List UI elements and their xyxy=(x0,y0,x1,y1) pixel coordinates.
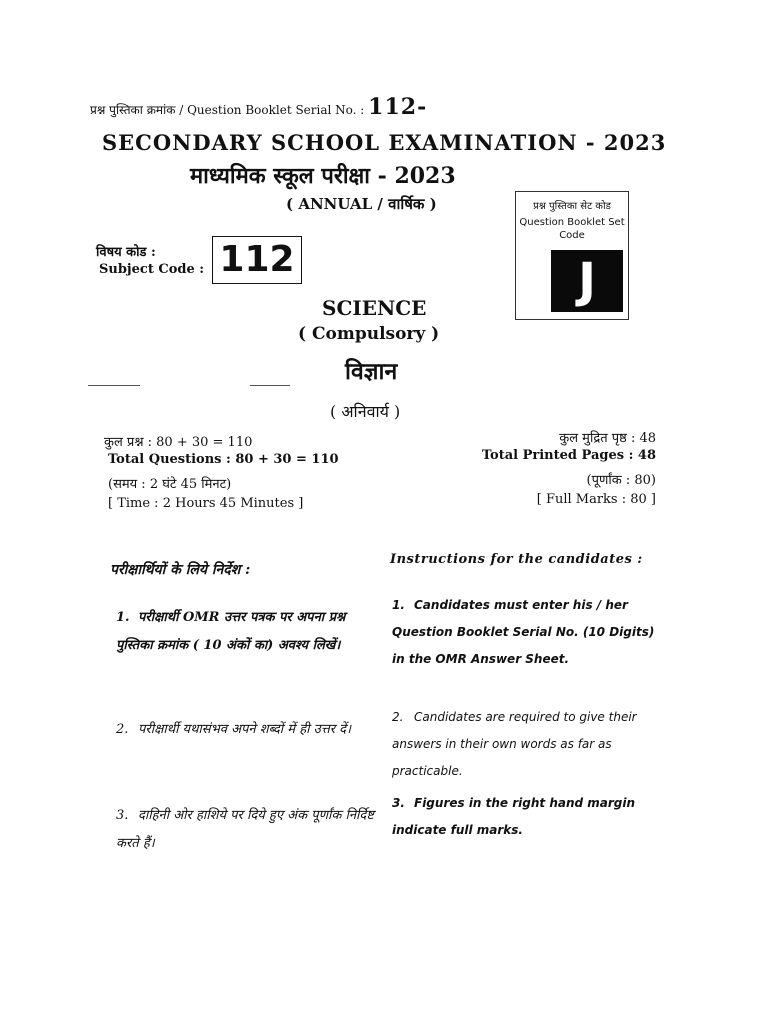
instruction-number: 2. xyxy=(392,710,404,724)
instruction-text: Candidates are required to give their answers in their own words as far as practicable. xyxy=(392,710,637,778)
instruction-number: 3. xyxy=(116,808,129,823)
full-marks-hi: (पूर्णांक : 80) xyxy=(586,473,656,488)
total-pages-en: Total Printed Pages : 48 xyxy=(481,448,656,463)
serial-number: 112- xyxy=(368,94,428,120)
set-code-label-hi: प्रश्न पुस्तिका सेट कोड xyxy=(533,201,611,212)
total-questions-hi: कुल प्रश्न : 80 + 30 = 110 xyxy=(104,435,253,450)
full-marks-en: [ Full Marks : 80 ] xyxy=(536,492,656,507)
serial-label: प्रश्न पुस्तिका क्रमांक / Question Booklet Serial No. : xyxy=(90,103,365,117)
subject-code-label-hi: विषय कोड : xyxy=(96,245,156,260)
instruction-text: दाहिनी ओर हाशिये पर दिये हुए अंक पूर्णांक निर्दिष्ट करते हैं। xyxy=(116,808,374,851)
instruction-text: परीक्षार्थी यथासंभव अपने शब्दों में ही उत्तर दें। xyxy=(138,722,351,737)
instruction-text: Candidates must enter his / her Question Booklet Serial No. (10 Digits) in the OMR Answer Sheet. xyxy=(392,598,655,666)
subject-type-hi: ( अनिवार्य ) xyxy=(330,402,401,421)
instruction-hi-3 xyxy=(116,802,386,858)
instruction-number: 1. xyxy=(392,598,405,612)
subject-code-box: 112 xyxy=(212,236,302,284)
instruction-en-3 xyxy=(392,790,660,844)
annual-label: ( ANNUAL / वार्षिक ) xyxy=(286,195,437,213)
set-code-label-en: Question Booklet Set Code xyxy=(519,217,625,241)
subject-code-label-en: Subject Code : xyxy=(99,262,205,277)
instruction-text: परीक्षार्थी OMR उत्तर पत्रक पर अपना प्रश्न पुस्तिका क्रमांक ( 10 अंकों का) अवश्य लिखें। xyxy=(116,610,346,653)
instruction-number: 3. xyxy=(392,796,405,810)
instruction-en-2 xyxy=(392,704,660,785)
instruction-text: Figures in the right hand margin indicate full marks. xyxy=(392,796,636,837)
instruction-hi-2 xyxy=(116,716,386,744)
exam-title-hi: माध्यमिक स्कूल परीक्षा - 2023 xyxy=(190,163,456,189)
set-code-value: J xyxy=(551,250,623,312)
instruction-number: 2. xyxy=(116,722,129,737)
time-hi: (समय : 2 घंटे 45 मिनट) xyxy=(108,477,232,492)
set-code-box xyxy=(515,191,629,320)
divider-mid xyxy=(250,385,290,386)
instructions-heading-en: Instructions for the candidates : xyxy=(390,552,643,567)
total-pages-hi: कुल मुद्रित पृष्ठ : 48 xyxy=(559,431,656,446)
subject-type-en: ( Compulsory ) xyxy=(298,324,440,344)
instructions-heading-hi: परीक्षार्थियों के लिये निर्देश : xyxy=(110,562,251,578)
exam-title-en: SECONDARY SCHOOL EXAMINATION - 2023 xyxy=(102,130,667,155)
instruction-hi-1 xyxy=(116,604,386,660)
serial-line xyxy=(90,94,427,120)
time-en: [ Time : 2 Hours 45 Minutes ] xyxy=(108,496,304,511)
total-questions-en: Total Questions : 80 + 30 = 110 xyxy=(108,452,339,467)
subject-name-en: SCIENCE xyxy=(322,296,427,320)
divider-left xyxy=(88,385,140,386)
instruction-number: 1. xyxy=(116,610,130,625)
subject-name-hi: विज्ञान xyxy=(345,358,398,385)
instruction-en-1 xyxy=(392,592,660,673)
